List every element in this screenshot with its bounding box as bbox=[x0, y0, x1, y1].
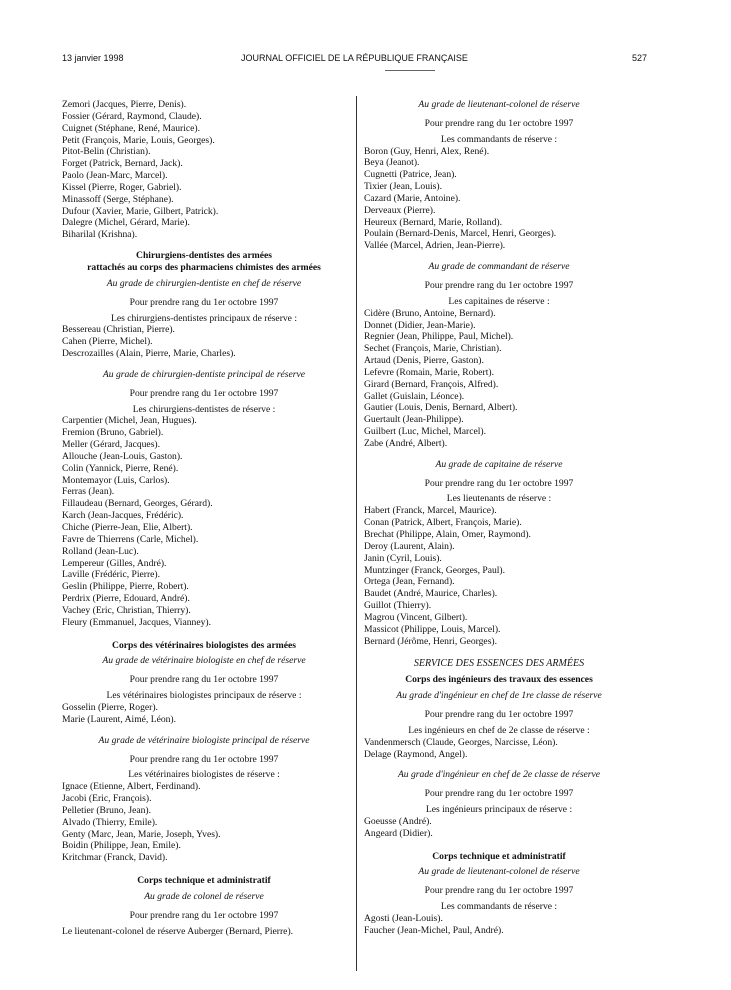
list-item: Habert (Franck, Marcel, Maurice). bbox=[364, 505, 497, 517]
section-heading-veterinaires: Corps des vétérinaires biologistes des armées bbox=[112, 639, 296, 651]
list-item: Heureux (Bernard, Marie, Rolland). bbox=[364, 216, 502, 228]
list-item: Fleury (Emmanuel, Jacques, Vianney). bbox=[62, 616, 211, 628]
service-heading: SERVICE DES ESSENCES DES ARMÉES bbox=[413, 658, 585, 670]
list-item: Ignace (Etienne, Albert, Ferdinand). bbox=[62, 781, 201, 793]
grade-heading: Au grade de chirurgien-dentiste en chef de réserve bbox=[106, 277, 302, 289]
list-item: Cahen (Pierre, Michel). bbox=[62, 336, 153, 348]
list-item: Alvado (Thierry, Emile). bbox=[62, 816, 158, 828]
list-item: Colin (Yannick, Pierre, René). bbox=[62, 462, 179, 474]
grade-heading: Au grade de vétérinaire biologiste en chef de réserve bbox=[102, 655, 306, 667]
list-item: Derveaux (Pierre). bbox=[364, 204, 436, 216]
right-column bbox=[364, 99, 634, 937]
intro-line: Les ingénieurs en chef de 2e classe de réserve : bbox=[408, 724, 590, 736]
list-item: Pelletier (Bruno, Jean). bbox=[62, 804, 151, 816]
grade-heading: Au grade de vétérinaire biologiste principal de réserve bbox=[98, 734, 310, 746]
grade-heading: Au grade de capitaine de réserve bbox=[435, 458, 563, 470]
intro-line: Les commandants de réserve : bbox=[440, 133, 558, 145]
rang-line: Pour prendre rang du 1er octobre 1997 bbox=[129, 674, 279, 686]
list-item: Magrou (Vincent, Gilbert). bbox=[364, 611, 468, 623]
header-title: JOURNAL OFFICIEL DE LA RÉPUBLIQUE FRANÇAISE bbox=[241, 53, 468, 63]
list-item: Guertault (Jean-Philippe). bbox=[364, 414, 464, 426]
column-divider bbox=[356, 96, 357, 971]
intro-line: Les lieutenants de réserve : bbox=[446, 493, 552, 505]
rang-line: Pour prendre rang du 1er octobre 1997 bbox=[424, 117, 574, 129]
rang-line: Pour prendre rang du 1er octobre 1997 bbox=[424, 477, 574, 489]
list-item: Baudet (André, Maurice, Charles). bbox=[364, 588, 498, 600]
list-item: Vandenmersch (Claude, Georges, Narcisse, Léon). bbox=[364, 736, 558, 748]
grade-heading: Au grade de lieutenant-colonel de réserve bbox=[418, 99, 580, 110]
list-item: Chiche (Pierre-Jean, Elie, Albert). bbox=[62, 522, 193, 533]
names-list bbox=[364, 308, 634, 450]
list-item: Regnier (Jean, Philippe, Paul, Michel). bbox=[364, 331, 514, 343]
list-item: Bernard (Jérôme, Henri, Georges). bbox=[364, 635, 498, 647]
list-item: Girard (Bernard, François, Alfred). bbox=[364, 378, 499, 390]
intro-line: Les chirurgiens-dentistes de réserve : bbox=[132, 403, 276, 415]
list-item: Dufour (Xavier, Marie, Gilbert, Patrick). bbox=[62, 205, 219, 217]
grade-heading: Au grade de chirurgien-dentiste principal de réserve bbox=[102, 368, 306, 380]
list-item: Muntzinger (Franck, Georges, Paul). bbox=[364, 564, 506, 576]
grade-heading: Au grade de lieutenant-colonel de réserve bbox=[418, 866, 580, 878]
list-item: Cugnetti (Patrice, Jean). bbox=[364, 169, 457, 181]
list-item: Forget (Patrick, Bernard, Jack). bbox=[62, 158, 183, 170]
list-item: Guillot (Thierry). bbox=[364, 600, 432, 612]
names-list bbox=[62, 324, 346, 360]
list-item: Goeusse (André). bbox=[364, 815, 432, 827]
names-list bbox=[62, 702, 346, 726]
list-item: Boron (Guy, Henri, Alex, René). bbox=[364, 145, 490, 157]
list-item: Gallet (Guislain, Léonce). bbox=[364, 390, 465, 402]
grade-heading: Au grade de commandant de réserve bbox=[428, 261, 570, 273]
names-list bbox=[364, 737, 634, 761]
names-list bbox=[364, 505, 634, 647]
list-item: Beya (Jeanot). bbox=[364, 157, 420, 169]
list-item: Gautier (Louis, Denis, Bernard, Albert). bbox=[364, 402, 518, 414]
list-item: Rolland (Jean-Luc). bbox=[62, 545, 139, 557]
rang-line: Pour prendre rang du 1er octobre 1997 bbox=[129, 296, 279, 308]
section-heading-technique: Corps technique et administratif bbox=[432, 850, 566, 862]
header-page-number: 527 bbox=[631, 53, 647, 63]
list-item: Gosselin (Pierre, Roger). bbox=[62, 701, 158, 713]
names-list bbox=[364, 913, 634, 937]
list-item: Zemori (Jacques, Pierre, Denis). bbox=[62, 99, 187, 110]
list-item: Lempereur (Gilles, André). bbox=[62, 557, 167, 569]
list-item: Fossier (Gérard, Raymond, Claude). bbox=[62, 110, 202, 122]
intro-line: Les vétérinaires biologistes de réserve : bbox=[128, 769, 280, 781]
list-item: Genty (Marc, Jean, Marie, Joseph, Yves). bbox=[62, 828, 221, 840]
list-item: Allouche (Jean-Louis, Gaston). bbox=[62, 450, 183, 462]
list-item: Artaud (Denis, Pierre, Gaston). bbox=[364, 355, 484, 367]
page-header bbox=[62, 53, 647, 67]
grade-heading: Au grade d'ingénieur en chef de 1re classe de réserve bbox=[396, 690, 602, 702]
intro-line: Les vétérinaires biologistes principaux de réserve : bbox=[106, 690, 302, 702]
list-item: Donnet (Didier, Jean-Marie). bbox=[364, 319, 476, 331]
list-item: Massicot (Philippe, Louis, Marcel). bbox=[364, 623, 501, 635]
list-item: Lefevre (Romain, Marie, Robert). bbox=[364, 366, 494, 378]
list-item: Geslin (Philippe, Pierre, Robert). bbox=[62, 581, 189, 593]
intro-line: Les chirurgiens-dentistes principaux de réserve : bbox=[110, 312, 298, 324]
list-item: Descrozailles (Alain, Pierre, Marie, Charles). bbox=[62, 348, 236, 360]
section-heading-dentistes: Chirurgiens-dentistes des armées bbox=[136, 250, 272, 262]
final-line: Le lieutenant-colonel de réserve Auberger (Bernard, Pierre). bbox=[62, 925, 294, 937]
section-heading-technique: Corps technique et administratif bbox=[137, 875, 271, 887]
list-item: Angeard (Didier). bbox=[364, 827, 433, 839]
list-item: Vallée (Marcel, Adrien, Jean-Pierre). bbox=[364, 240, 506, 252]
list-item: Perdrix (Pierre, Edouard, André). bbox=[62, 593, 190, 605]
header-rule bbox=[385, 70, 435, 71]
rang-line: Pour prendre rang du 1er octobre 1997 bbox=[129, 387, 279, 399]
list-item: Brechat (Philippe, Alain, Omer, Raymond). bbox=[364, 529, 531, 540]
list-item: Faucher (Jean-Michel, Paul, André). bbox=[364, 924, 504, 936]
list-item: Cazard (Marie, Antoine). bbox=[364, 192, 461, 204]
list-item: Karch (Jean-Jacques, Frédéric). bbox=[62, 510, 184, 522]
list-item: Pitot-Belin (Christian). bbox=[62, 146, 151, 158]
list-item: Conan (Patrick, Albert, François, Marie). bbox=[364, 517, 522, 529]
left-column bbox=[62, 99, 346, 937]
list-item: Biharilal (Krishna). bbox=[62, 229, 138, 241]
list-item: Kissel (Pierre, Roger, Gabriel). bbox=[62, 181, 182, 193]
list-item: Agosti (Jean-Louis). bbox=[364, 912, 443, 924]
list-item: Janin (Cyril, Louis). bbox=[364, 552, 442, 564]
list-item: Ferras (Jean). bbox=[62, 486, 115, 498]
list-item: Dalegre (Michel, Gérard, Marie). bbox=[62, 217, 190, 229]
rang-line: Pour prendre rang du 1er octobre 1997 bbox=[129, 909, 279, 921]
rang-line: Pour prendre rang du 1er octobre 1997 bbox=[424, 708, 574, 720]
list-item: Laville (Frédéric, Pierre). bbox=[62, 569, 161, 581]
rang-line: Pour prendre rang du 1er octobre 1997 bbox=[424, 885, 574, 897]
list-item: Sechet (François, Marie, Christian). bbox=[364, 343, 502, 355]
names-list bbox=[364, 816, 634, 840]
grade-heading: Au grade de colonel de réserve bbox=[144, 890, 264, 902]
header-date: 13 janvier 1998 bbox=[62, 53, 124, 63]
list-item: Montemayor (Luis, Carlos). bbox=[62, 474, 170, 486]
list-item: Bessereau (Christian, Pierre). bbox=[62, 324, 175, 336]
names-top-list bbox=[62, 99, 346, 241]
list-item: Deroy (Laurent, Alain). bbox=[364, 540, 455, 552]
list-item: Fremion (Bruno, Gabriel). bbox=[62, 427, 164, 439]
list-item: Cidère (Bruno, Antoine, Bernard). bbox=[364, 307, 496, 319]
list-item: Meller (Gérard, Jacques). bbox=[62, 439, 161, 451]
list-item: Jacobi (Eric, François). bbox=[62, 793, 152, 805]
grade-heading: Au grade d'ingénieur en chef de 2e classe de réserve bbox=[397, 769, 601, 781]
section-subheading-dentistes: rattachés au corps des pharmaciens chimistes des armées bbox=[87, 261, 321, 273]
list-item: Ortega (Jean, Fernand). bbox=[364, 576, 455, 588]
list-item: Kritchmar (Franck, David). bbox=[62, 852, 168, 864]
list-item: Poulain (Bernard-Denis, Marcel, Henri, Georges). bbox=[364, 228, 557, 240]
list-item: Guilbert (Luc, Michel, Marcel). bbox=[364, 426, 487, 438]
names-list bbox=[364, 146, 634, 253]
list-item: Delage (Raymond, Angel). bbox=[364, 748, 468, 760]
list-item: Petit (François, Marie, Louis, Georges). bbox=[62, 134, 215, 146]
rang-line: Pour prendre rang du 1er octobre 1997 bbox=[129, 753, 279, 765]
list-item: Marie (Laurent, Aimé, Léon). bbox=[62, 713, 177, 725]
list-item: Boidin (Philippe, Jean, Emile). bbox=[62, 840, 181, 852]
names-list bbox=[62, 415, 346, 628]
list-item: Carpentier (Michel, Jean, Hugues). bbox=[62, 415, 197, 427]
list-item: Cuignet (Stéphane, René, Maurice). bbox=[62, 122, 200, 134]
list-item: Minassoff (Serge, Stéphane). bbox=[62, 193, 174, 205]
list-item: Favre de Thierrens (Carle, Michel). bbox=[62, 533, 199, 545]
intro-line: Les capitaines de réserve : bbox=[448, 295, 550, 307]
list-item: Fillaudeau (Bernard, Georges, Gérard). bbox=[62, 498, 213, 510]
list-item: Tixier (Jean, Louis). bbox=[364, 181, 442, 193]
rang-line: Pour prendre rang du 1er octobre 1997 bbox=[424, 279, 574, 291]
list-item: Paolo (Jean-Marc, Marcel). bbox=[62, 170, 168, 182]
rang-line: Pour prendre rang du 1er octobre 1997 bbox=[424, 788, 574, 800]
intro-line: Les ingénieurs principaux de réserve : bbox=[425, 804, 573, 816]
intro-line: Les commandants de réserve : bbox=[440, 901, 558, 913]
list-item: Vachey (Eric, Christian, Thierry). bbox=[62, 604, 191, 616]
list-item: Zabe (André, Albert). bbox=[364, 437, 448, 449]
names-list bbox=[62, 781, 346, 864]
section-heading-ingenieurs: Corps des ingénieurs des travaux des essences bbox=[405, 674, 593, 686]
